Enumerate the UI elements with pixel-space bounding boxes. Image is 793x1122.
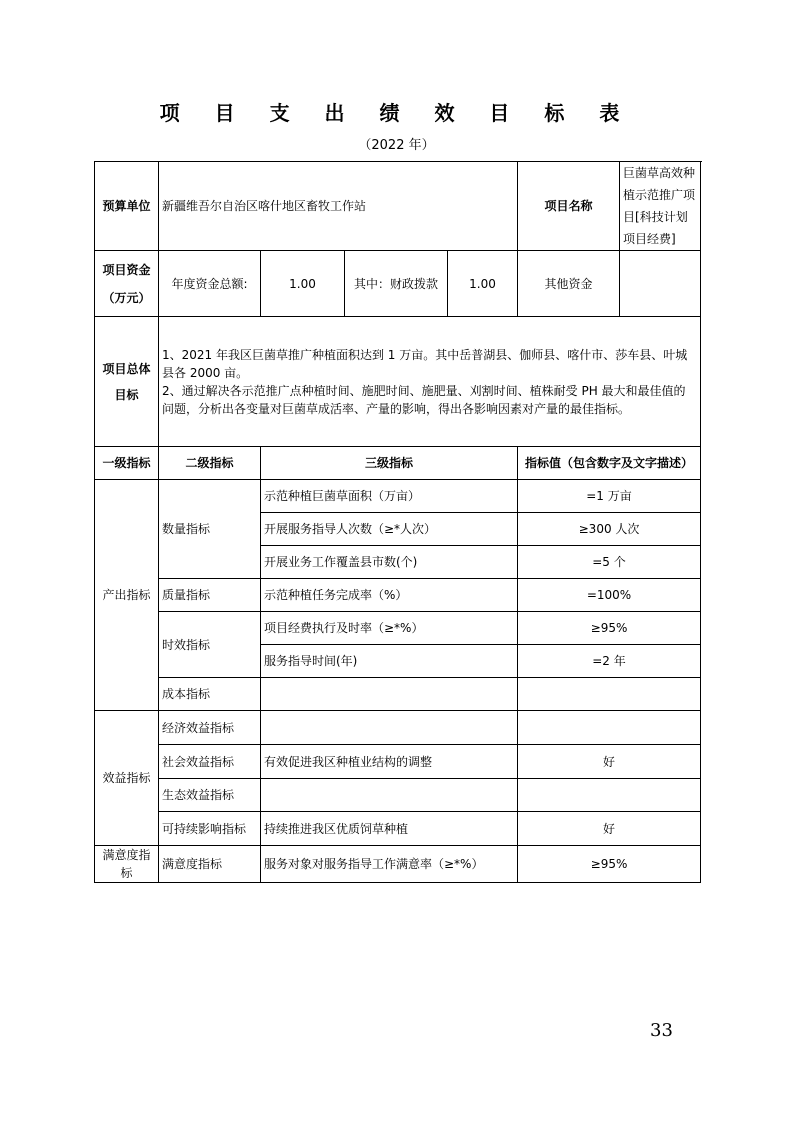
indicator-value (518, 711, 701, 745)
level3-name (261, 711, 518, 745)
indicator-value: =5 个 (518, 546, 701, 579)
col-header-level3: 三级指标 (261, 447, 518, 480)
indicator-value: =100% (518, 579, 701, 612)
level1-satisfaction: 满意度指标 (95, 846, 159, 883)
indicator-value: =2 年 (518, 645, 701, 678)
annual-total-label: 年度资金总额: (159, 251, 261, 317)
level2-quality: 质量指标 (159, 579, 261, 612)
table-row (95, 779, 701, 812)
level2-economic: 经济效益指标 (159, 711, 261, 745)
project-name-value: 巨菌草高效种植示范推广项目[科技计划项目经费] (620, 162, 701, 251)
level3-name: 示范种植巨菌草面积（万亩） (261, 480, 518, 513)
level2-ecological: 生态效益指标 (159, 779, 261, 812)
indicator-value: 好 (518, 745, 701, 779)
level3-name: 服务指导时间(年) (261, 645, 518, 678)
table-row (95, 745, 701, 779)
goal-paragraph-1: 1、2021 年我区巨菌草推广种植面积达到 1 万亩。其中岳普湖县、伽师县、喀什市、莎车县、叶城县各 2000 亩。 (162, 347, 688, 380)
table-row (95, 846, 701, 883)
indicator-value: ≥95% (518, 612, 701, 645)
level3-name: 开展业务工作覆盖县市数(个) (261, 546, 518, 579)
goals-label: 项目总体目标 (95, 317, 159, 447)
indicator-value: ≥95% (518, 846, 701, 883)
level3-name: 开展服务指导人次数（≥*人次） (261, 513, 518, 546)
col-header-value: 指标值（包含数字及文字描述） (518, 447, 701, 480)
budget-unit-row (95, 162, 701, 251)
page-title: 项 目 支 出 绩 效 目 标 表 (159, 101, 634, 125)
goals-row (95, 317, 701, 447)
col-header-level2: 二级指标 (159, 447, 261, 480)
level2-timeliness: 时效指标 (159, 612, 261, 678)
level2-cost: 成本指标 (159, 678, 261, 711)
funds-label-line1: 项目资金 (102, 262, 151, 277)
page-number: 33 (650, 1020, 673, 1041)
goal-paragraph-2: 2、通过解决各示范推广点种植时间、施肥时间、施肥量、刈割时间、植株耐受 PH 最大和最佳值的问题，分析出各变量对巨菌草成活率、产量的影响，得出各影响因素对产量的最佳指标。 (162, 383, 686, 416)
table-row (95, 579, 701, 612)
budget-unit-value: 新疆维吾尔自治区喀什地区畜牧工作站 (159, 162, 518, 251)
level3-name: 项目经费执行及时率（≥*%） (261, 612, 518, 645)
funds-row (95, 251, 701, 317)
level3-name: 有效促进我区种植业结构的调整 (261, 745, 518, 779)
project-name-label: 项目名称 (518, 162, 620, 251)
table-row (95, 812, 701, 846)
table-row (95, 678, 701, 711)
annual-total-value: 1.00 (261, 251, 345, 317)
fiscal-label: 其中：财政拨款 (345, 251, 448, 317)
goals-text (159, 317, 701, 447)
column-header-row (95, 447, 701, 480)
level2-sustainable: 可持续影响指标 (159, 812, 261, 846)
other-funds-value (620, 251, 701, 317)
indicator-value: 好 (518, 812, 701, 846)
funds-label-line2: （万元） (102, 290, 151, 305)
level2-quantity: 数量指标 (159, 480, 261, 579)
performance-table (94, 161, 701, 883)
funds-label (95, 251, 159, 317)
level1-benefit: 效益指标 (95, 711, 159, 846)
indicator-value: ≥300 人次 (518, 513, 701, 546)
level2-social: 社会效益指标 (159, 745, 261, 779)
col-header-level1: 一级指标 (95, 447, 159, 480)
level3-name: 持续推进我区优质饲草种植 (261, 812, 518, 846)
other-funds-label: 其他资金 (518, 251, 620, 317)
indicator-value (518, 779, 701, 812)
table-row (95, 480, 701, 513)
level1-output: 产出指标 (95, 480, 159, 711)
table-row (95, 612, 701, 645)
indicator-value (518, 678, 701, 711)
level3-name (261, 678, 518, 711)
fiscal-value: 1.00 (448, 251, 518, 317)
budget-unit-label: 预算单位 (95, 162, 159, 251)
table-row (95, 711, 701, 745)
level3-name (261, 779, 518, 812)
level3-name: 服务对象对服务指导工作满意率（≥*%） (261, 846, 518, 883)
level2-satisfaction: 满意度指标 (159, 846, 261, 883)
year-label: （2022 年） (358, 138, 435, 153)
indicator-value: =1 万亩 (518, 480, 701, 513)
level3-name: 示范种植任务完成率（%） (261, 579, 518, 612)
